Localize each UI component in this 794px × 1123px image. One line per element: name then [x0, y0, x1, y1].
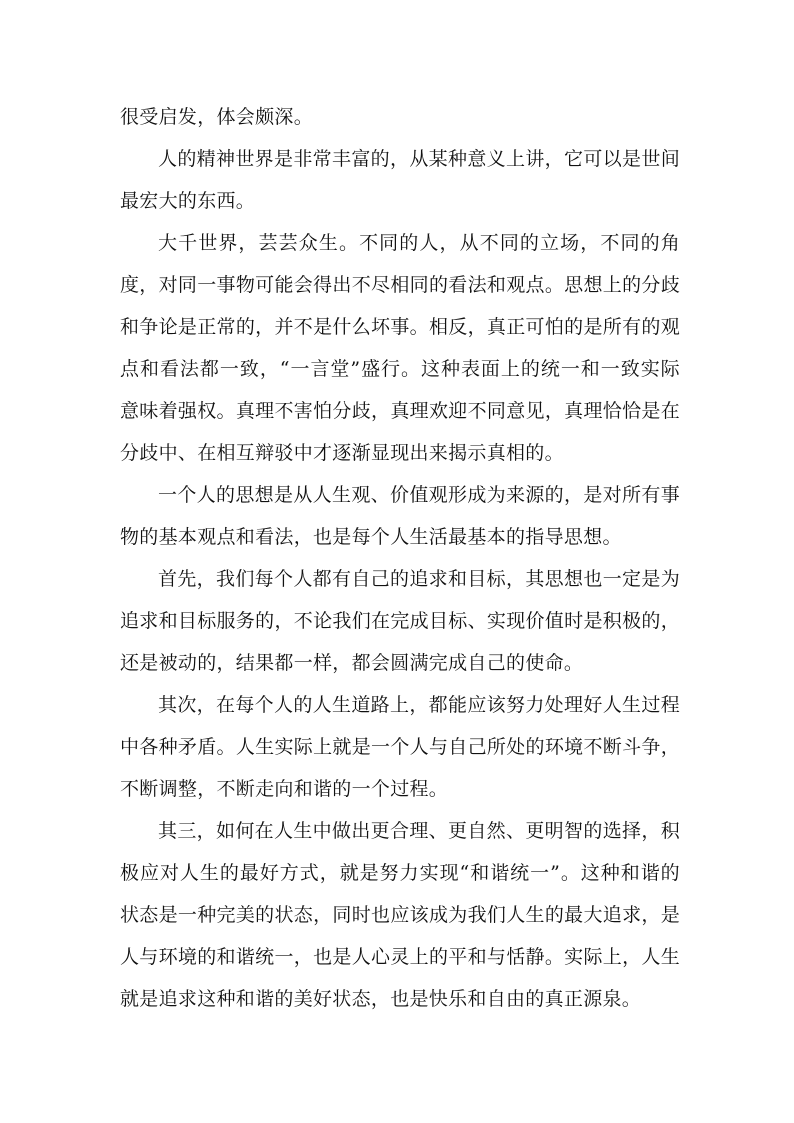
paragraph: 人的精神世界是非常丰富的，从某种意义上讲，它可以是世间最宏大的东西。 [120, 148, 680, 212]
paragraph: 大千世界，芸芸众生。不同的人，从不同的立场，不同的角度，对同一事物可能会得出不尽相同的看法和观点。思想上的分歧和争论是正常的，并不是什么坏事。相反，真正可怕的是所有的观点和看法都一致，“一言堂”盛行。这种表面上的统一和一致实际意味着强权。真理不害怕分歧，真理欢迎不同意见，真理恰恰是在分歧中、在相互辩驳中才逐渐显现出来揭示真相的。 [120, 232, 680, 464]
document-body [120, 96, 680, 1020]
paragraph: 其三，如何在人生中做出更合理、更自然、更明智的选择，积极应对人生的最好方式，就是努力实现“和谐统一”。这种和谐的状态是一种完美的状态，同时也应该成为我们人生的最大追求，是人与环境的和谐统一，也是人心灵上的平和与恬静。实际上，人生就是追求这种和谐的美好状态，也是快乐和自由的真正源泉。 [120, 820, 680, 1010]
paragraph: 其次，在每个人的人生道路上，都能应该努力处理好人生过程中各种矛盾。人生实际上就是一个人与自己所处的环境不断斗争，不断调整，不断走向和谐的一个过程。 [120, 694, 680, 800]
paragraph: 一个人的思想是从人生观、价值观形成为来源的，是对所有事物的基本观点和看法，也是每个人生活最基本的指导思想。 [120, 484, 680, 548]
paragraph-continued: 很受启发，体会颇深。 [120, 106, 314, 128]
paragraph: 首先，我们每个人都有自己的追求和目标，其思想也一定是为追求和目标服务的，不论我们在完成目标、实现价值时是积极的，还是被动的，结果都一样，都会圆满完成自己的使命。 [120, 568, 680, 674]
